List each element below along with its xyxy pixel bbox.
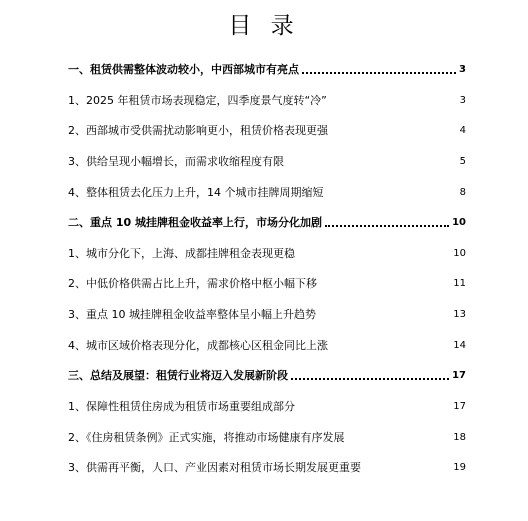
toc-entry-label: 一、租赁供需整体波动较小，中西部城市有亮点 [68, 63, 299, 76]
toc-entry-label: 3、重点 10 城挂牌租金收益率整体呈小幅上升趋势 [68, 308, 316, 321]
toc-section-entry[interactable] [68, 89, 466, 109]
toc-entry-page-number: 19 [453, 462, 466, 473]
toc-entry-label: 3、供需再平衡，人口、产业因素对租赁市场长期发展更重要 [68, 461, 361, 474]
toc-entry-label: 1、2025 年租赁市场表现稳定，四季度景气度转“冷” [68, 94, 327, 107]
toc-entry-label: 二、重点 10 城挂牌租金收益率上行，市场分化加剧 [68, 216, 322, 229]
toc-entry-label: 三、总结及展望：租赁行业将迈入发展新阶段 [68, 369, 288, 382]
toc-entry-page-number: 4 [459, 125, 466, 136]
toc-entry-page-number: 3 [459, 64, 466, 75]
toc-entry-page-number: 10 [452, 217, 466, 228]
toc-entry-label: 4、城市区域价格表现分化，成都核心区租金同比上涨 [68, 339, 328, 352]
toc-chapter-entry[interactable] [68, 58, 466, 78]
toc-entry-page-number: 10 [453, 248, 466, 259]
toc-entry-page-number: 5 [459, 156, 466, 167]
toc-entry-page-number: 17 [452, 370, 466, 381]
toc-entry-label: 1、城市分化下，上海、成都挂牌租金表现更稳 [68, 247, 295, 260]
toc-title: 目 录 [228, 13, 300, 39]
toc-entry-label: 4、整体租赁去化压力上升，14 个城市挂牌周期缩短 [68, 186, 324, 199]
toc-section-entry[interactable] [68, 272, 466, 292]
toc-entry-label: 2、中低价格供需占比上升，需求价格中枢小幅下移 [68, 277, 317, 290]
toc-leader-dots [325, 225, 449, 227]
toc-section-entry[interactable] [68, 150, 466, 170]
toc-entry-label: 2、《住房租赁条例》正式实施，将推动市场健康有序发展 [68, 431, 345, 444]
toc-chapter-entry[interactable] [68, 211, 466, 231]
toc-section-entry[interactable] [68, 242, 466, 262]
toc-section-entry[interactable] [68, 426, 466, 446]
toc-entry-label: 2、西部城市受供需扰动影响更小，租赁价格表现更强 [68, 124, 328, 137]
toc-chapter-entry[interactable] [68, 364, 466, 384]
toc-section-entry[interactable] [68, 119, 466, 139]
toc-entry-page-number: 18 [453, 432, 466, 443]
toc-entry-label: 3、供给呈现小幅增长，而需求收缩程度有限 [68, 155, 284, 168]
toc-leader-dots [302, 72, 456, 74]
toc-leader-dots [291, 378, 449, 380]
toc-section-entry[interactable] [68, 334, 466, 354]
toc-entry-page-number: 8 [459, 187, 466, 198]
toc-entry-page-number: 3 [459, 95, 466, 106]
toc-section-entry[interactable] [68, 456, 466, 476]
toc-entry-label: 1、保障性租赁住房成为租赁市场重要组成部分 [68, 400, 295, 413]
toc-section-entry[interactable] [68, 303, 466, 323]
toc-entry-page-number: 11 [453, 278, 466, 289]
toc-section-entry[interactable] [68, 181, 466, 201]
toc-entry-page-number: 13 [453, 309, 466, 320]
toc-section-entry[interactable] [68, 395, 466, 415]
toc-entry-page-number: 14 [453, 340, 466, 351]
toc-entry-page-number: 17 [453, 401, 466, 412]
